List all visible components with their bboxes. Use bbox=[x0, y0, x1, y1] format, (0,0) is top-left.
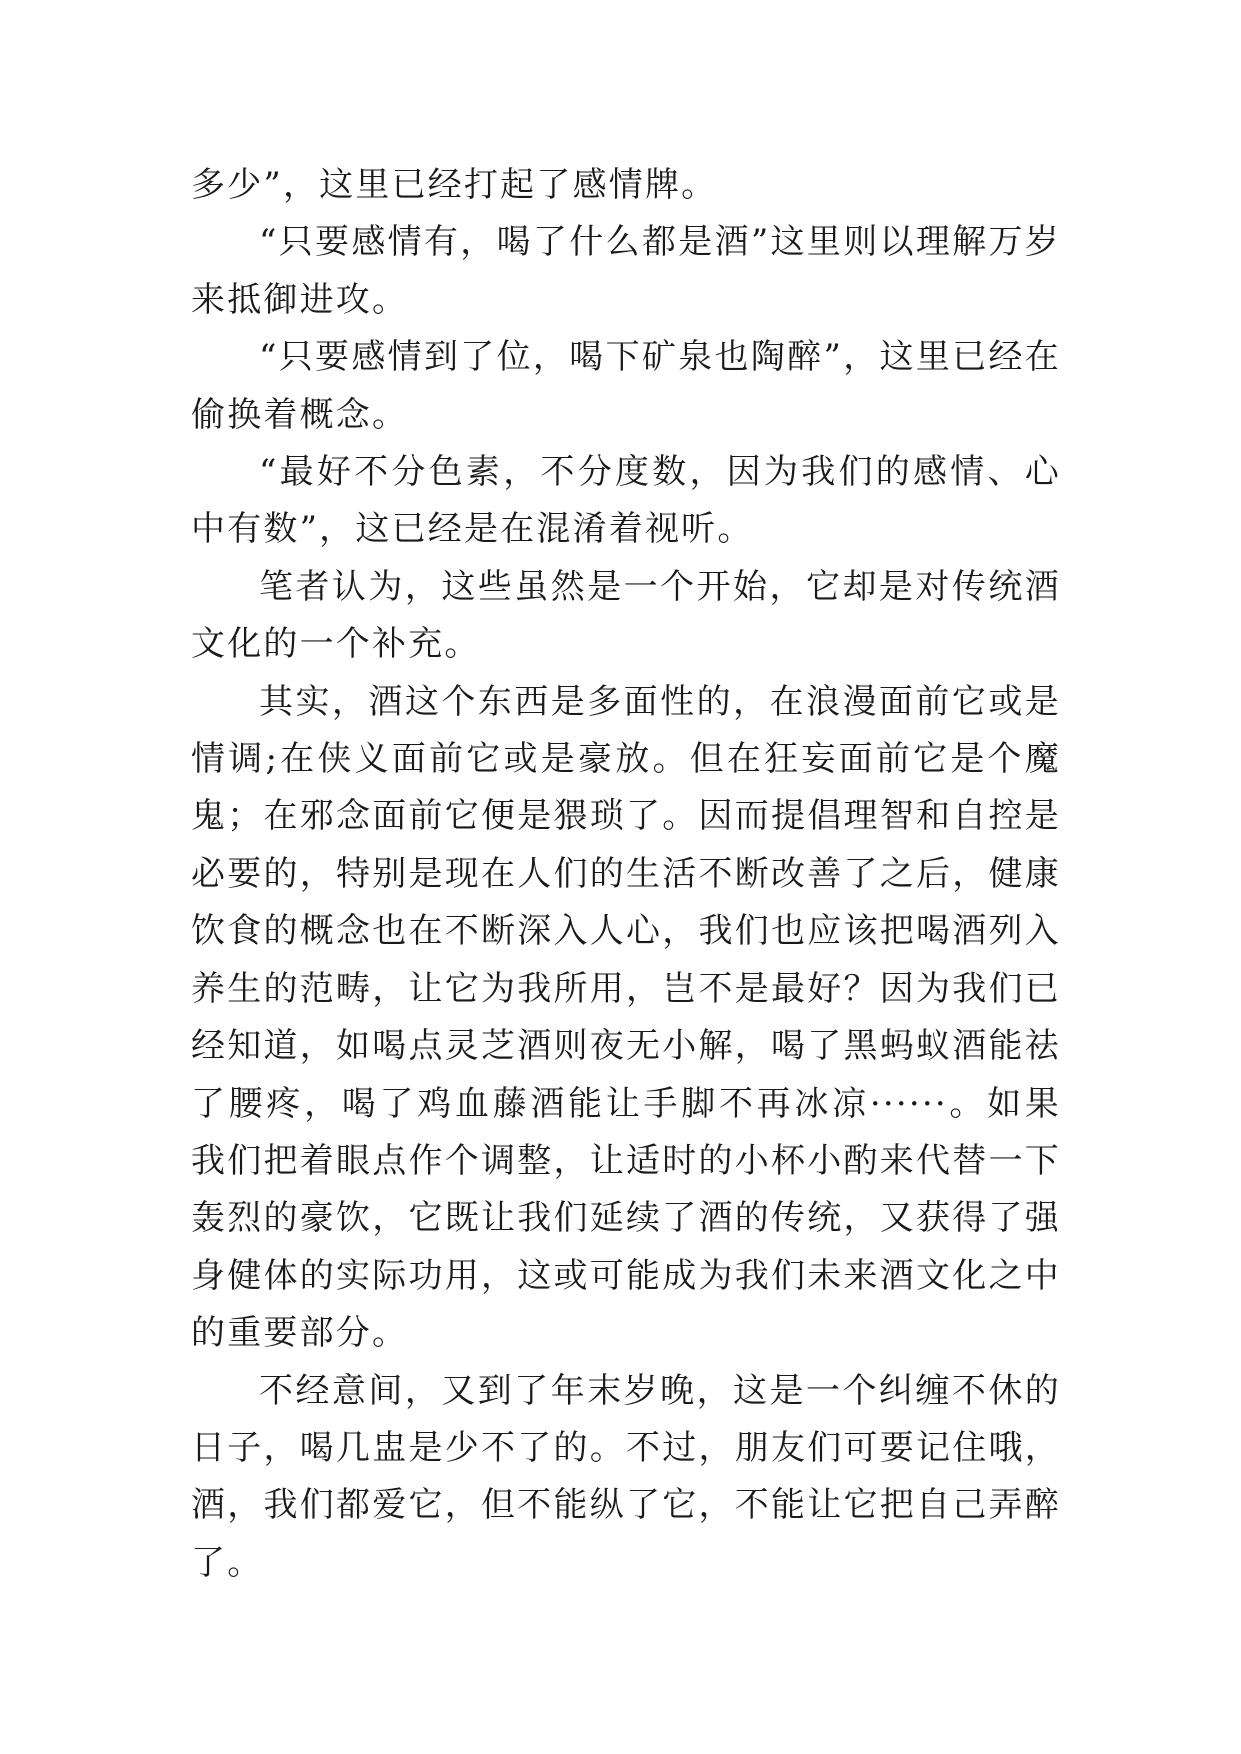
paragraph: “只要感情有，喝了什么都是酒”这里则以理解万岁来抵御进攻。 bbox=[191, 222, 1061, 320]
paragraph: “最好不分色素，不分度数，因为我们的感情、心中有数”，这已经是在混淆着视听。 bbox=[191, 452, 1061, 550]
paragraph: 笔者认为，这些虽然是一个开始，它却是对传统酒文化的一个补充。 bbox=[191, 566, 1061, 665]
paragraph: “只要感情到了位，喝下矿泉也陶醉”，这里已经在偷换着概念。 bbox=[191, 337, 1061, 435]
body-text bbox=[191, 157, 1061, 1592]
paragraph-continued: 多少”，这里已经打起了感情牌。 bbox=[191, 165, 718, 205]
paragraph: 不经意间，又到了年末岁晚，这是一个纠缠不休的日子，喝几盅是少不了的。不过，朋友们可要记住哦，酒，我们都爱它，但不能纵了它，不能让它把自己弄醉了。 bbox=[191, 1370, 1061, 1583]
paragraph: 其实，酒这个东西是多面性的，在浪漫面前它或是情调;在侠义面前它或是豪放。但在狂妄面前它是个魔鬼；在邪念面前它便是猥琐了。因而提倡理智和自控是必要的，特别是现在人们的生活不断改善了之后，健康饮食的概念也在不断深入人心，我们也应该把喝酒列入养生的范畴，让它为我所用，岂不是最好？因为我们已经知道，如喝点灵芝酒则夜无小解，喝了黑蚂蚁酒能祛了腰疼，喝了鸡血藤酒能让手脚不再冰凉······。如果我们把着眼点作个调整，让适时的小杯小酌来代替一下轰烈的豪饮，它既让我们延续了酒的传统，又获得了强身健体的实际功用，这或可能成为我们未来酒文化之中的重要部分。 bbox=[191, 681, 1061, 1354]
